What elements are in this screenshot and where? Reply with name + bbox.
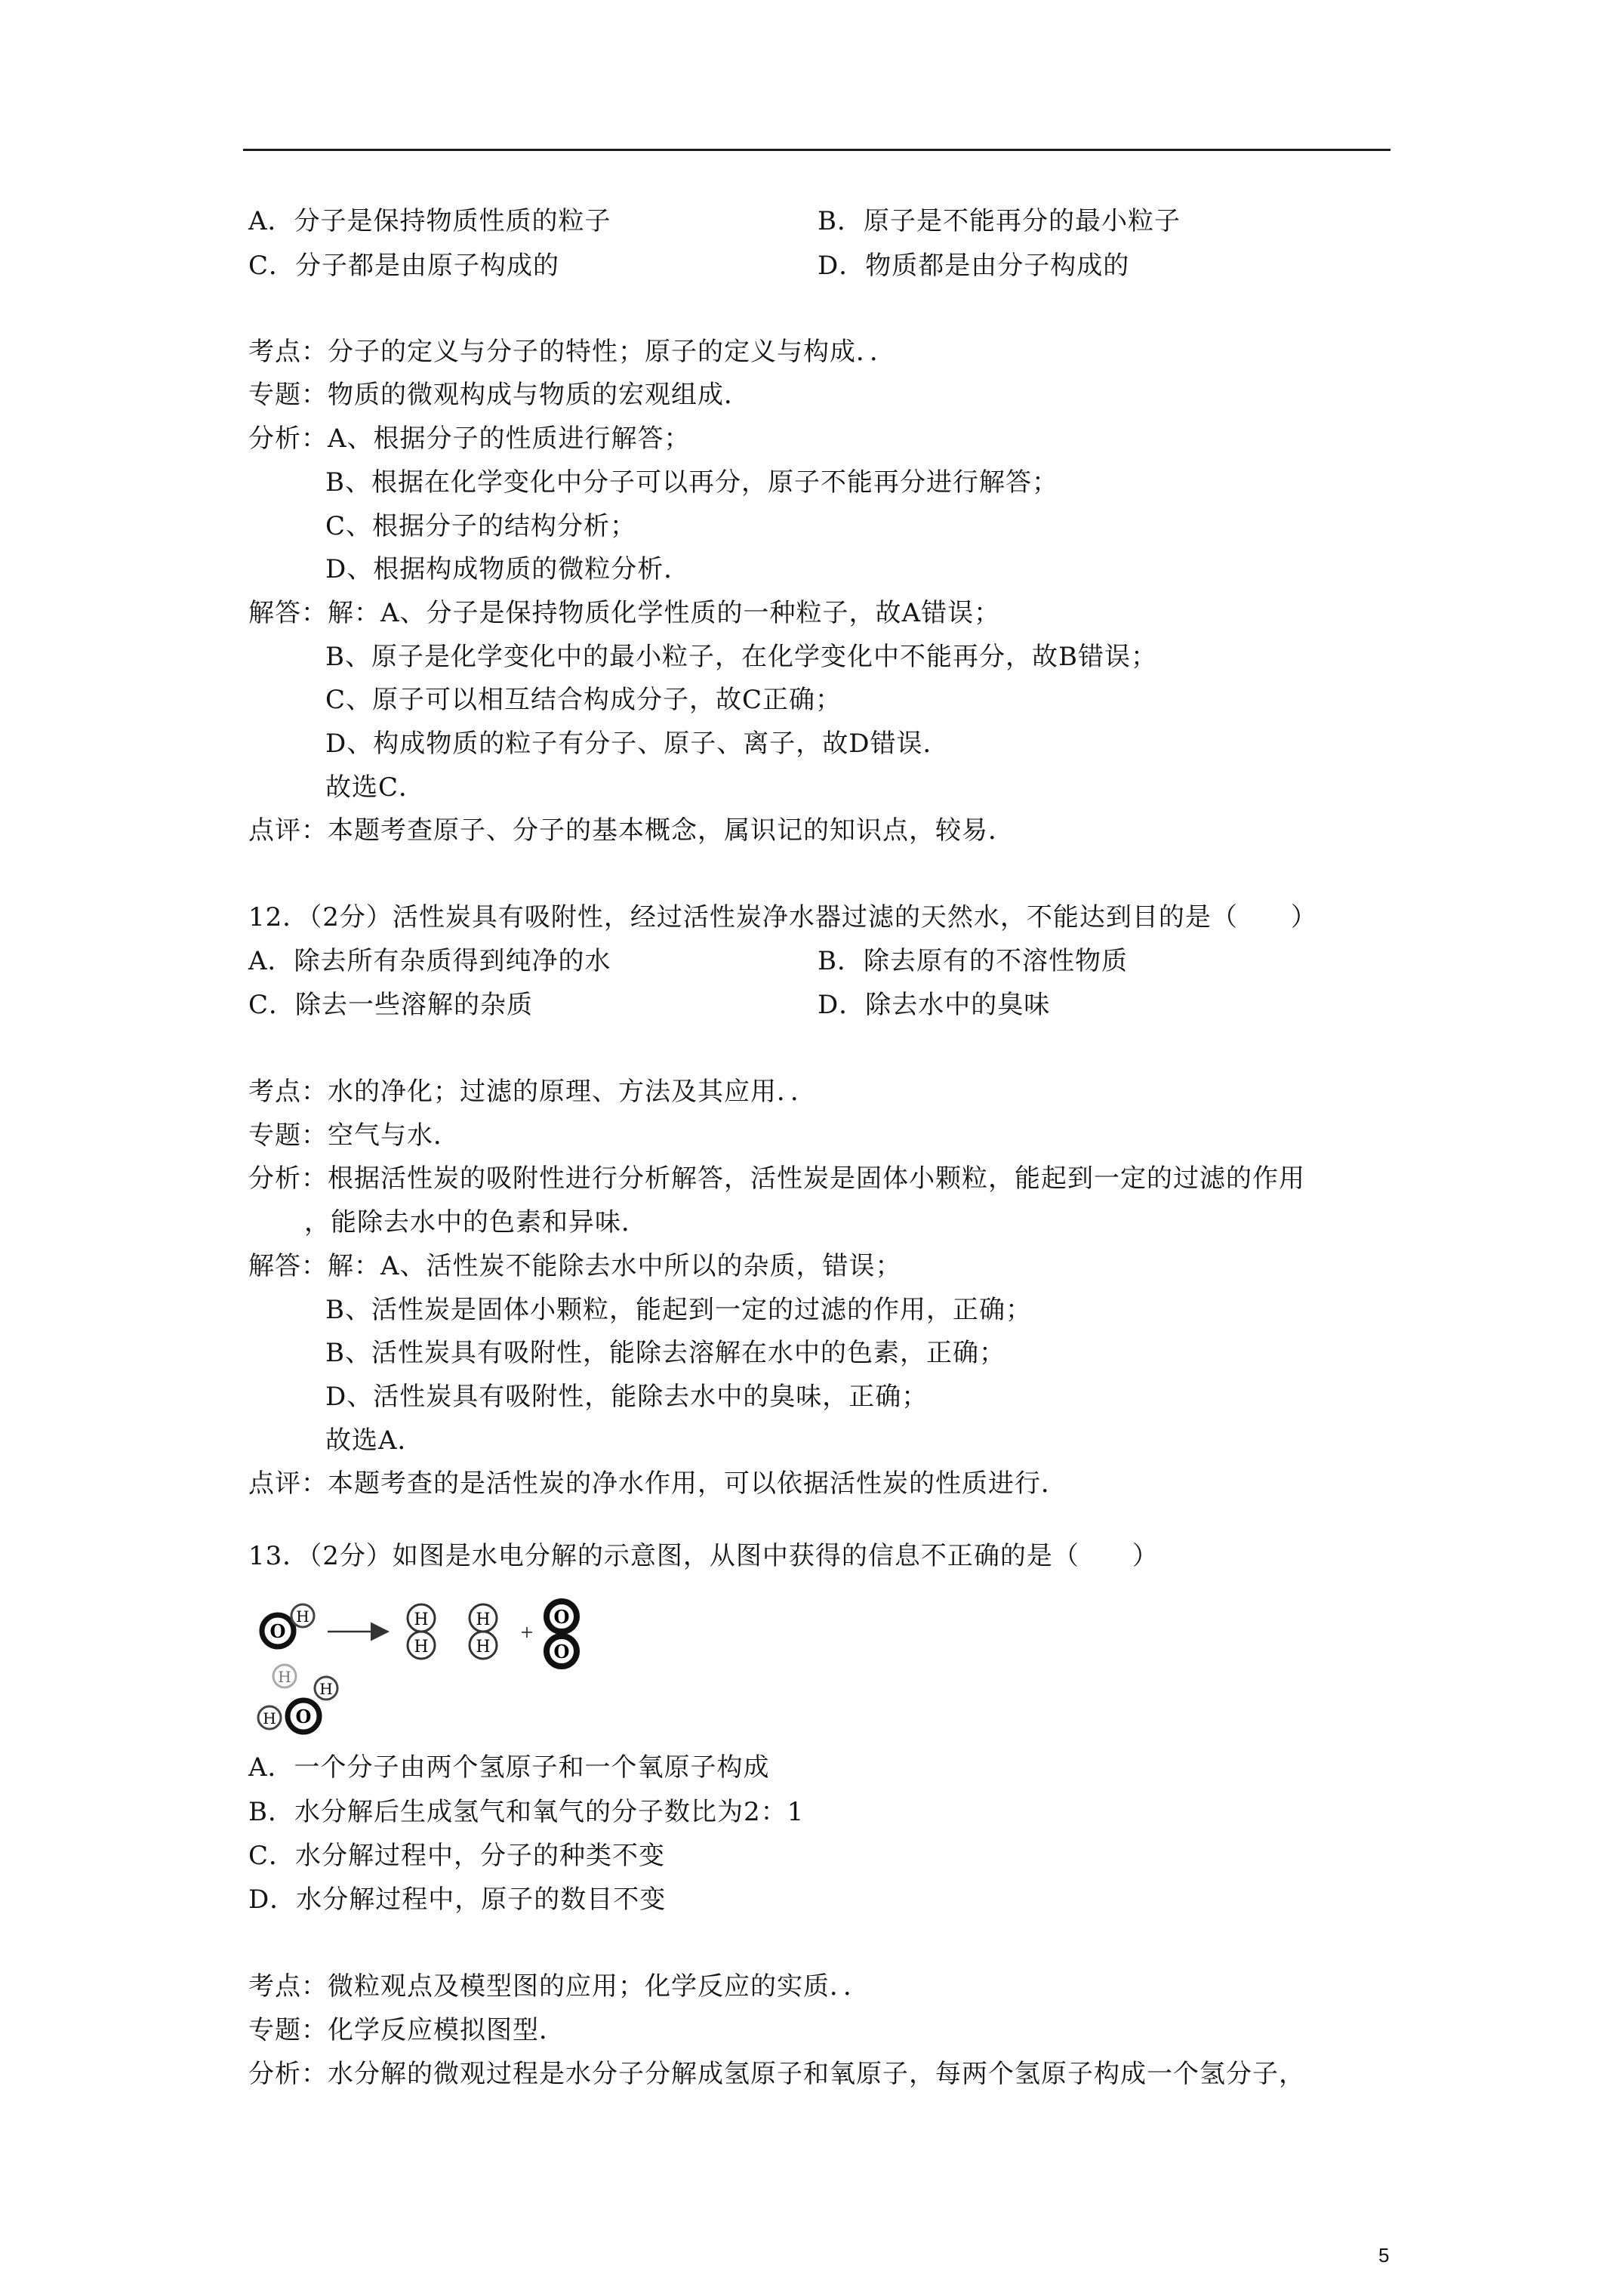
q12-zhuanti: 专题：空气与水． bbox=[248, 1120, 460, 1151]
q12-option-d: D．除去水中的臭味 bbox=[818, 990, 1051, 1020]
q12-jieda-answer: 故选A． bbox=[325, 1425, 424, 1456]
q12-jieda-line: B、活性炭是固体小颗粒，能起到一定的过滤的作用，正确； bbox=[325, 1295, 1032, 1325]
water-electrolysis-diagram bbox=[242, 1583, 604, 1749]
water-molecule bbox=[262, 1604, 314, 1647]
q11-option-a: A．分子是保持物质性质的粒子 bbox=[248, 206, 611, 236]
hydrogen-atom-faded bbox=[273, 1665, 296, 1687]
hydrogen-symbol: H bbox=[278, 1668, 291, 1686]
hydrogen-symbol: H bbox=[414, 1610, 429, 1629]
hydrogen-atom-single bbox=[315, 1677, 337, 1700]
q12-option-c: C．除去一些溶解的杂质 bbox=[248, 990, 534, 1020]
q11-zhuanti: 专题：物质的微观构成与物质的宏观组成． bbox=[248, 380, 750, 410]
q11-option-b: B．原子是不能再分的最小粒子 bbox=[818, 206, 1181, 236]
oxygen-symbol: O bbox=[295, 1706, 312, 1727]
oxygen-molecule bbox=[547, 1601, 577, 1666]
header-rule bbox=[243, 149, 1390, 151]
oxygen-symbol: O bbox=[553, 1606, 570, 1628]
q13-option-b: B．水分解后生成氢气和氧气的分子数比为2：1 bbox=[248, 1797, 805, 1827]
q11-fenxi-line: C、根据分子的结构分析； bbox=[325, 511, 637, 541]
q11-fenxi-line: D、根据构成物质的微粒分析． bbox=[325, 554, 691, 584]
q11-jieda-line: 解答：解：A、分子是保持物质化学性质的一种粒子，故A错误； bbox=[248, 598, 1001, 628]
q11-fenxi-line: B、根据在化学变化中分子可以再分，原子不能再分进行解答； bbox=[325, 467, 1058, 498]
q11-jieda-answer: 故选C． bbox=[325, 772, 426, 803]
q13-fenxi: 分析：水分解的微观过程是水分子分解成氢原子和氧原子，每两个氢原子构成一个氢分子， bbox=[248, 2059, 1305, 2089]
hydrogen-symbol: H bbox=[476, 1638, 491, 1657]
q12-dianping: 点评：本题考查的是活性炭的净水作用，可以依据活性炭的性质进行． bbox=[248, 1469, 1067, 1499]
q11-fenxi-line: 分析：A、根据分子的性质进行解答； bbox=[248, 424, 691, 454]
q12-jieda-line: B、活性炭具有吸附性，能除去溶解在水中的色素，正确； bbox=[325, 1338, 1006, 1368]
q12-fenxi-line: ，能除去水中的色素和异味． bbox=[304, 1207, 648, 1237]
q12-option-a: A．除去所有杂质得到纯净的水 bbox=[248, 946, 611, 976]
q13-option-c: C．水分解过程中，分子的种类不变 bbox=[248, 1841, 666, 1871]
q11-kaodian: 考点：分子的定义与分子的特性；原子的定义与构成．． bbox=[248, 337, 896, 367]
hydrogen-symbol: H bbox=[414, 1638, 429, 1657]
q13-kaodian: 考点：微粒观点及模型图的应用；化学反应的实质．． bbox=[248, 1971, 870, 2002]
q11-option-d: D．物质都是由分子构成的 bbox=[818, 251, 1130, 281]
page-number: 5 bbox=[1378, 2244, 1390, 2267]
q11-jieda-line: D、构成物质的粒子有分子、原子、离子，故D错误． bbox=[325, 729, 950, 759]
q12-stem: 12．（2分）活性炭具有吸附性，经过活性炭净水器过滤的天然水，不能达到目的是（ ） bbox=[248, 902, 1317, 932]
hydrogen-symbol: H bbox=[296, 1607, 310, 1626]
q11-dianping: 点评：本题考查原子、分子的基本概念，属识记的知识点，较易． bbox=[248, 815, 1015, 846]
q12-fenxi-line: 分析：根据活性炭的吸附性进行分析解答，活性炭是固体小颗粒，能起到一定的过滤的作用 bbox=[248, 1163, 1305, 1194]
hydrogen-symbol: H bbox=[319, 1680, 333, 1698]
q13-option-d: D．水分解过程中，原子的数目不变 bbox=[248, 1885, 667, 1915]
oxygen-symbol: O bbox=[269, 1620, 286, 1642]
hydrogen-symbol: H bbox=[476, 1610, 491, 1629]
hydrogen-molecule bbox=[408, 1604, 435, 1659]
water-molecule bbox=[258, 1700, 319, 1732]
plus-sign: + bbox=[519, 1623, 534, 1642]
q12-jieda-line: 解答：解：A、活性炭不能除去水中所以的杂质，错误； bbox=[248, 1251, 902, 1281]
q11-jieda-line: B、原子是化学变化中的最小粒子，在化学变化中不能再分，故B错误； bbox=[325, 642, 1157, 672]
q13-zhuanti: 专题：化学反应模拟图型． bbox=[248, 2015, 565, 2045]
oxygen-symbol: O bbox=[553, 1641, 570, 1663]
hydrogen-symbol: H bbox=[263, 1709, 276, 1727]
q12-option-b: B．除去原有的不溶性物质 bbox=[818, 946, 1128, 976]
q11-option-c: C．分子都是由原子构成的 bbox=[248, 251, 560, 281]
q12-kaodian: 考点：水的净化；过滤的原理、方法及其应用．． bbox=[248, 1077, 817, 1107]
q13-option-a: A．一个分子由两个氢原子和一个氧原子构成 bbox=[248, 1752, 770, 1783]
q11-jieda-line: C、原子可以相互结合构成分子，故C正确； bbox=[325, 685, 842, 715]
hydrogen-molecule bbox=[470, 1604, 497, 1659]
q12-jieda-line: D、活性炭具有吸附性，能除去水中的臭味，正确； bbox=[325, 1382, 929, 1412]
q13-stem: 13．（2分）如图是水电分解的示意图，从图中获得的信息不正确的是（ ） bbox=[248, 1541, 1159, 1571]
